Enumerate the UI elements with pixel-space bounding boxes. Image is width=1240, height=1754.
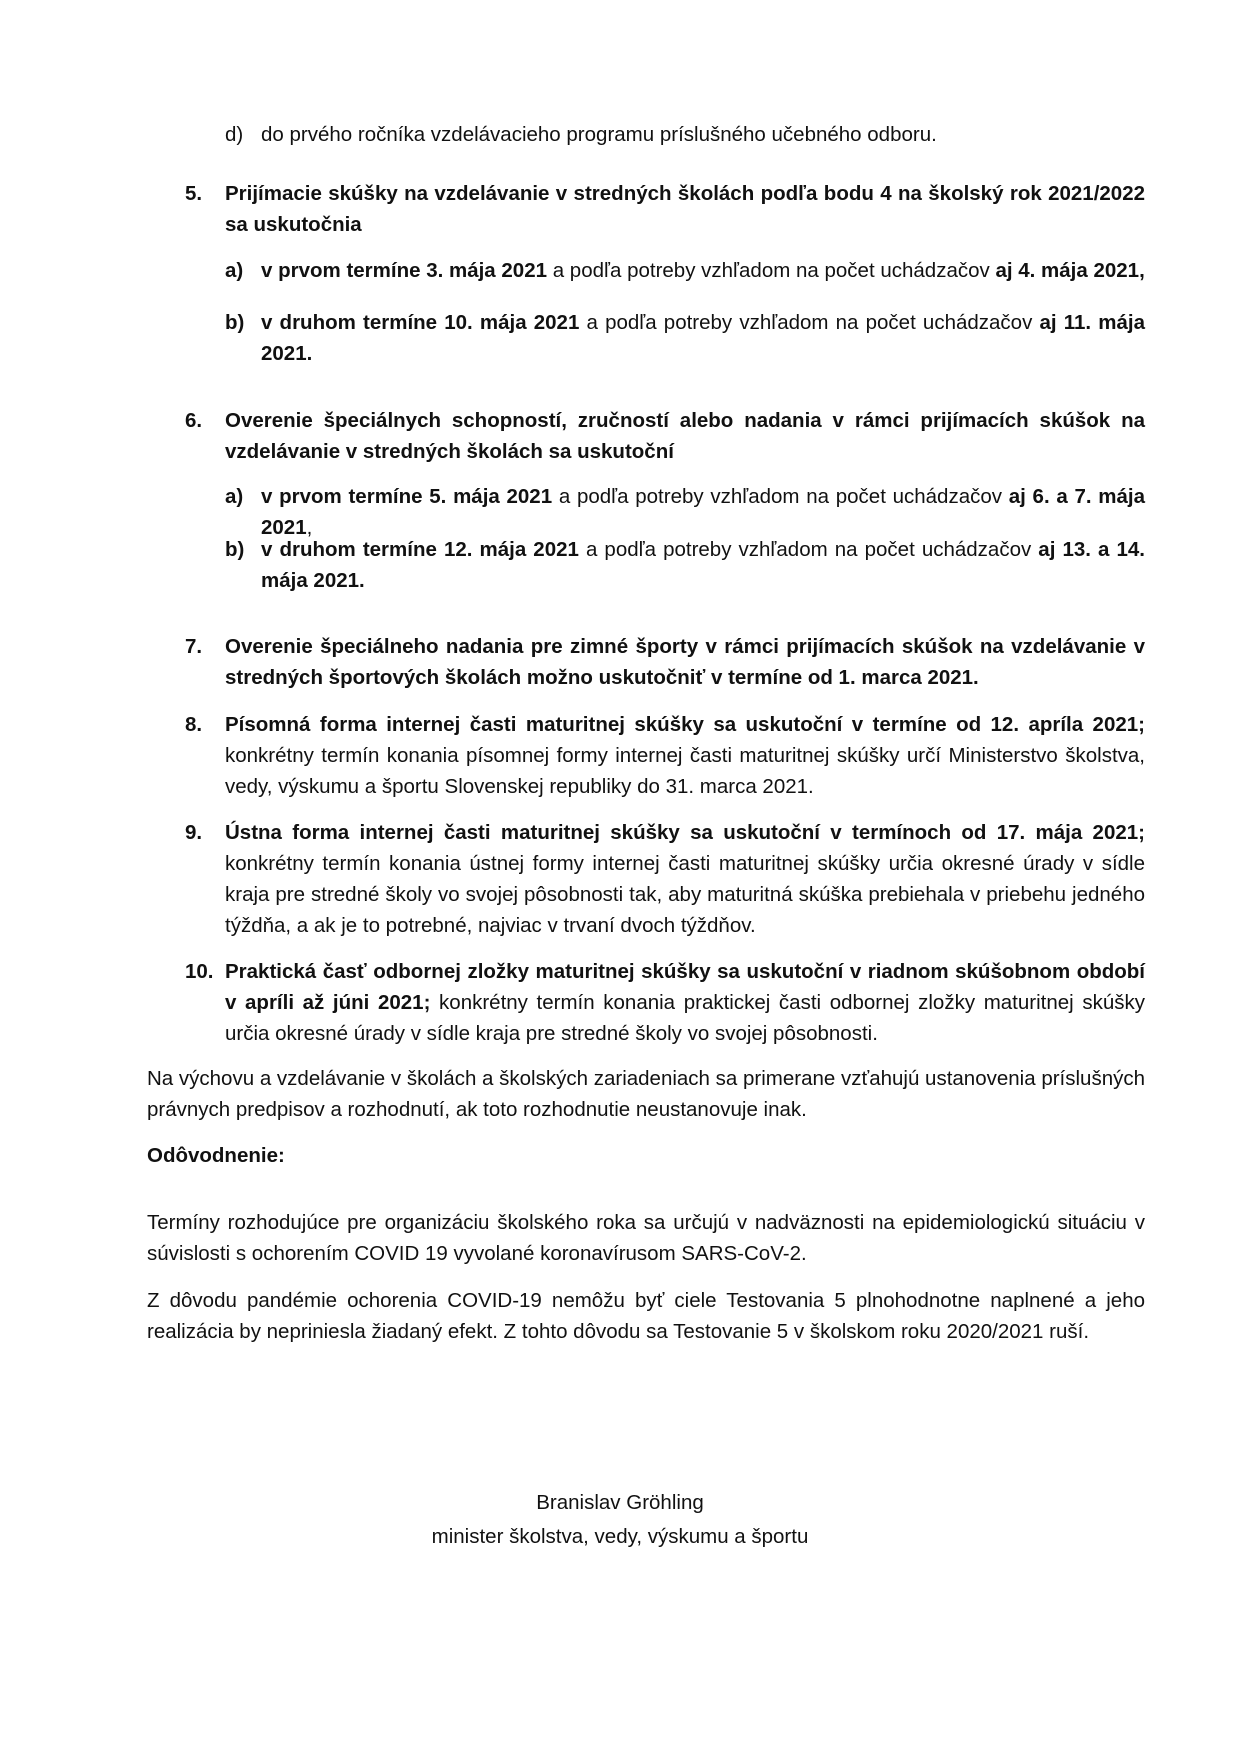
list-text: do prvého ročníka vzdelávacieho programu príslušného učebného odboru. <box>261 123 937 146</box>
list-title: Ústna forma internej časti maturitnej skúšky sa uskutoční v termínoch od 17. mája 2021; <box>225 821 1145 844</box>
sub-text: a podľa potreby vzhľadom na počet uchádzačov <box>579 311 1040 334</box>
list-item-9 <box>185 817 1145 941</box>
list-text: konkrétny termín konania písomnej formy internej časti maturitnej skúšky určí Ministerstvo školstva, vedy, výskumu a športu Slovenskej republiky do 31. marca 2021. <box>225 744 1145 798</box>
list-title: Písomná forma internej časti maturitnej skúšky sa uskutoční v termíne od 12. apríla 2021; <box>225 713 1145 736</box>
sub-date: v prvom termíne 5. mája 2021 <box>261 485 553 508</box>
signature-title: minister školstva, vedy, výskumu a športu <box>431 1525 809 1548</box>
list-number: 7. <box>185 635 203 658</box>
list-item-5 <box>185 178 1145 240</box>
list-title: Prijímacie skúšky na vzdelávanie v stredných školách podľa bodu 4 na školský rok 2021/2022 sa uskutočnia <box>225 182 1145 236</box>
subitem-6b <box>225 534 1145 596</box>
section-heading: Odôvodnenie: <box>147 1144 285 1167</box>
list-item-8 <box>185 709 1145 802</box>
paragraph-reason-1: Termíny rozhodujúce pre organizáciu školského roka sa určujú v nadväznosti na epidemiologickú situáciu v súvislosti s ochorením COVID 19 vyvolané koronavírusom SARS-CoV-2. <box>147 1211 1145 1265</box>
sub-date: v druhom termíne 10. mája 2021 <box>261 311 580 334</box>
sub-date-extra: aj 6. a 7. mája 2021 <box>261 485 1146 539</box>
list-title: Praktická časť odbornej zložky maturitnej skúšky sa uskutoční v riadnom skúšobnom období v apríli až júni 2021; <box>225 960 1145 1014</box>
list-text: konkrétny termín konania ústnej formy internej časti maturitnej skúšky určia okresné úrady v sídle kraja pre stredné školy vo svojej pôsobnosti tak, aby maturitná skúška prebiehala v priebehu jedného týždňa, a ak je to potrebné, najviac v trvaní dvoch týždňov. <box>225 852 1145 937</box>
sub-date: v prvom termíne 3. mája 2021 <box>261 259 548 282</box>
list-number: 9. <box>185 821 203 844</box>
sub-text: a podľa potreby vzhľadom na počet uchádzačov <box>578 538 1039 561</box>
list-number: 10. <box>185 960 214 983</box>
subitem-5a <box>225 255 1145 286</box>
sub-tail: , <box>306 516 313 539</box>
list-title: Overenie špeciálneho nadania pre zimné športy v rámci prijímacích skúšok na vzdelávanie v stredných športových školách možno uskutočniť v termíne od 1. marca 2021. <box>225 635 1145 689</box>
list-label: d) <box>225 123 244 146</box>
list-text: konkrétny termín konania praktickej časti odbornej zložky maturitnej skúšky určia okresné úrady v sídle kraja pre stredné školy vo svojej pôsobnosti. <box>225 991 1145 1045</box>
sub-label: a) <box>225 259 244 282</box>
list-item-6 <box>185 405 1145 467</box>
sub-text: a podľa potreby vzhľadom na počet uchádzačov <box>552 485 1009 508</box>
list-title: Overenie špeciálnych schopností, zručností alebo nadania v rámci prijímacích skúšok na vzdelávanie v stredných školách sa uskutoční <box>225 409 1145 463</box>
sub-date: v druhom termíne 12. mája 2021 <box>261 538 579 561</box>
sub-date-extra: aj 4. mája 2021, <box>995 259 1145 282</box>
paragraph-reason-2: Z dôvodu pandémie ochorenia COVID-19 nemôžu byť ciele Testovania 5 plnohodnotne naplnené a jeho realizácia by nepriniesla žiadaný efekt. Z tohto dôvodu sa Testovanie 5 v školskom roku 2020/2021 ruší. <box>147 1289 1145 1343</box>
sub-date-extra: aj 11. mája 2021. <box>261 311 1145 365</box>
list-item-7 <box>185 631 1145 693</box>
sub-label: b) <box>225 538 245 561</box>
sub-label: b) <box>225 311 245 334</box>
sub-text: a podľa potreby vzhľadom na počet uchádzačov <box>547 259 996 282</box>
sub-date-extra: aj 13. a 14. mája 2021. <box>261 538 1145 592</box>
signature-name: Branislav Gröhling <box>536 1491 704 1514</box>
sub-label: a) <box>225 485 244 508</box>
list-number: 8. <box>185 713 203 736</box>
subitem-5b <box>225 307 1145 369</box>
list-number: 5. <box>185 182 203 205</box>
paragraph-general: Na výchovu a vzdelávanie v školách a školských zariadeniach sa primerane vzťahujú ustanovenia príslušných právnych predpisov a rozhodnutí, ak toto rozhodnutie neustanovuje inak. <box>147 1067 1145 1121</box>
list-item-10 <box>185 956 1145 1049</box>
list-number: 6. <box>185 409 203 432</box>
